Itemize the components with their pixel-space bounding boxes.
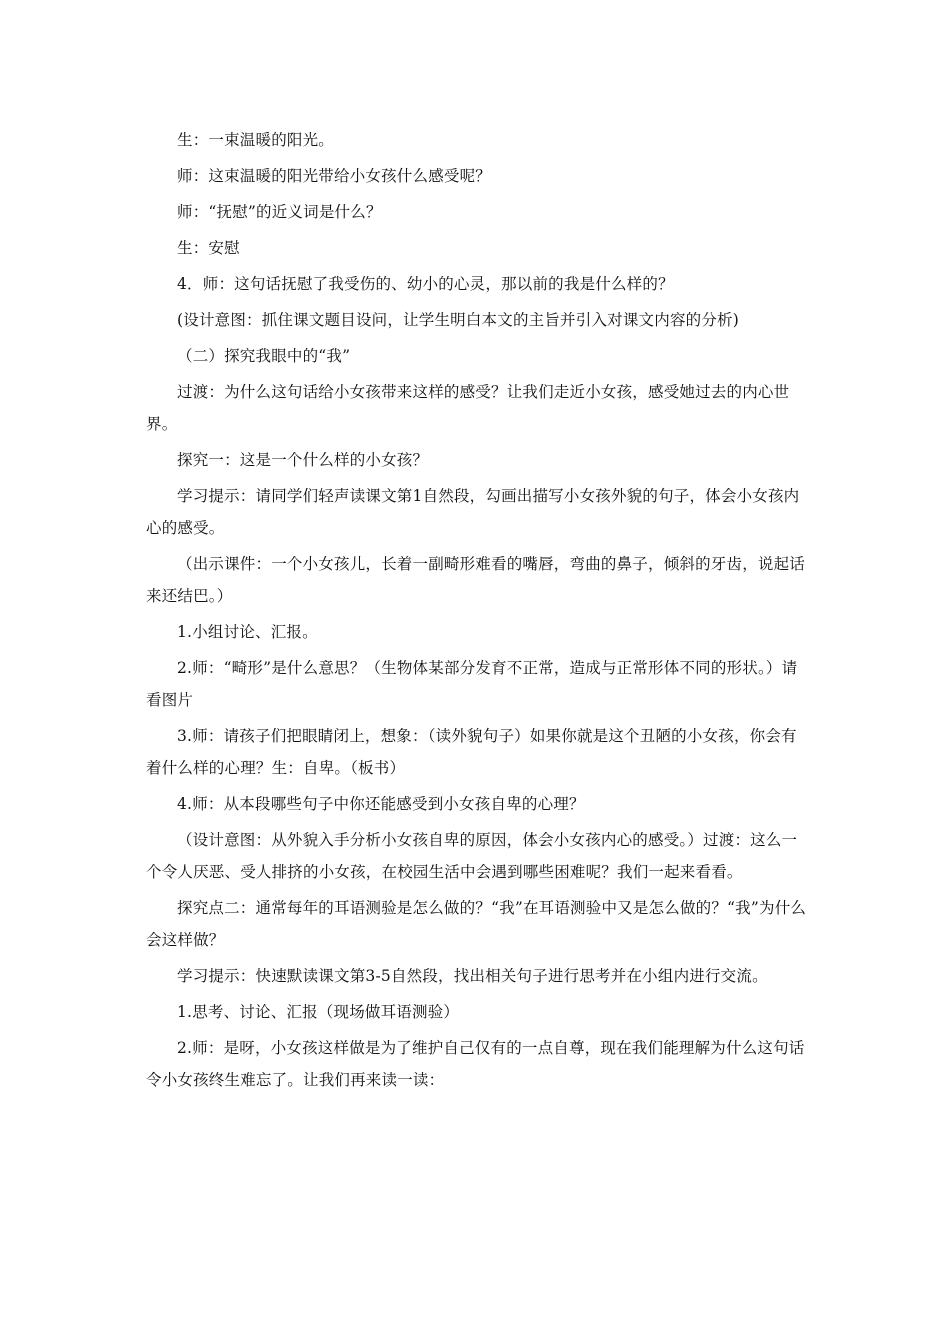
step-self-respect: 2.师：是呀，小女孩这样做是为了维护自己仅有的一点自尊，现在我们能理解为什么这句话令小女孩终生难忘了。让我们再来读一读： bbox=[146, 1039, 805, 1089]
section-heading-explore-me: （二）探究我眼中的“我” bbox=[177, 347, 351, 365]
lesson-plan-body bbox=[146, 124, 810, 1096]
teacher-question-feeling: 师：这束温暖的阳光带给小女孩什么感受呢？ bbox=[177, 167, 492, 185]
student-answer-sunlight: 生：一束温暖的阳光。 bbox=[177, 131, 335, 149]
design-intent-note-1: (设计意图：抓住课文题目设问，让学生明白本文的主旨并引入对课文内容的分析) bbox=[177, 311, 739, 329]
step-imagine: 3.师：请孩子们把眼睛闭上，想象：（读外貌句子）如果你就是这个丑陋的小女孩，你会有着什么样的心理？生：自卑。（板书） bbox=[146, 727, 797, 777]
explore-two-heading: 探究点二：通常每年的耳语测验是怎么做的？“我”在耳语测验中又是怎么做的？“我”为什么会这样做？ bbox=[146, 899, 807, 949]
explore-one-heading: 探究一：这是一个什么样的小女孩？ bbox=[177, 451, 429, 469]
student-answer-synonym: 生：安慰 bbox=[177, 239, 240, 257]
learning-tip-2: 学习提示：快速默读课文第3-5自然段，找出相关句子进行思考并在小组内进行交流。 bbox=[177, 967, 768, 985]
step-group-discussion: 1.小组讨论、汇报。 bbox=[177, 623, 318, 641]
learning-tip-1: 学习提示：请同学们轻声读课文第1自然段，勾画出描写小女孩外貌的句子，体会小女孩内心的感受。 bbox=[146, 487, 800, 537]
step-find-sentences: 4.师：从本段哪些句子中你还能感受到小女孩自卑的心理？ bbox=[177, 795, 585, 813]
step-deformity-meaning: 2.师：“畸形”是什么意思？（生物体某部分发育不正常，造成与正常形体不同的形状。）请看图片 bbox=[146, 659, 798, 709]
teacher-question-past-self: 4．师：这句话抚慰了我受伤的、幼小的心灵，那以前的我是什么样的？ bbox=[177, 275, 674, 293]
teacher-question-synonym: 师：“抚慰”的近义词是什么？ bbox=[177, 203, 382, 221]
courseware-quote: （出示课件：一个小女孩儿，长着一副畸形难看的嘴唇，弯曲的鼻子，倾斜的牙齿，说起话来还结巴。） bbox=[146, 555, 806, 605]
design-intent-note-2: （设计意图：从外貌入手分析小女孩自卑的原因，体会小女孩内心的感受。）过渡：这么一个令人厌恶、受人排挤的小女孩，在校园生活中会遇到哪些困难呢？我们一起来看看。 bbox=[146, 831, 798, 881]
transition-paragraph-1: 过渡：为什么这句话给小女孩带来这样的感受？让我们走近小女孩，感受她过去的内心世界。 bbox=[146, 383, 790, 433]
step-whisper-test: 1.思考、讨论、汇报（现场做耳语测验） bbox=[177, 1003, 460, 1021]
